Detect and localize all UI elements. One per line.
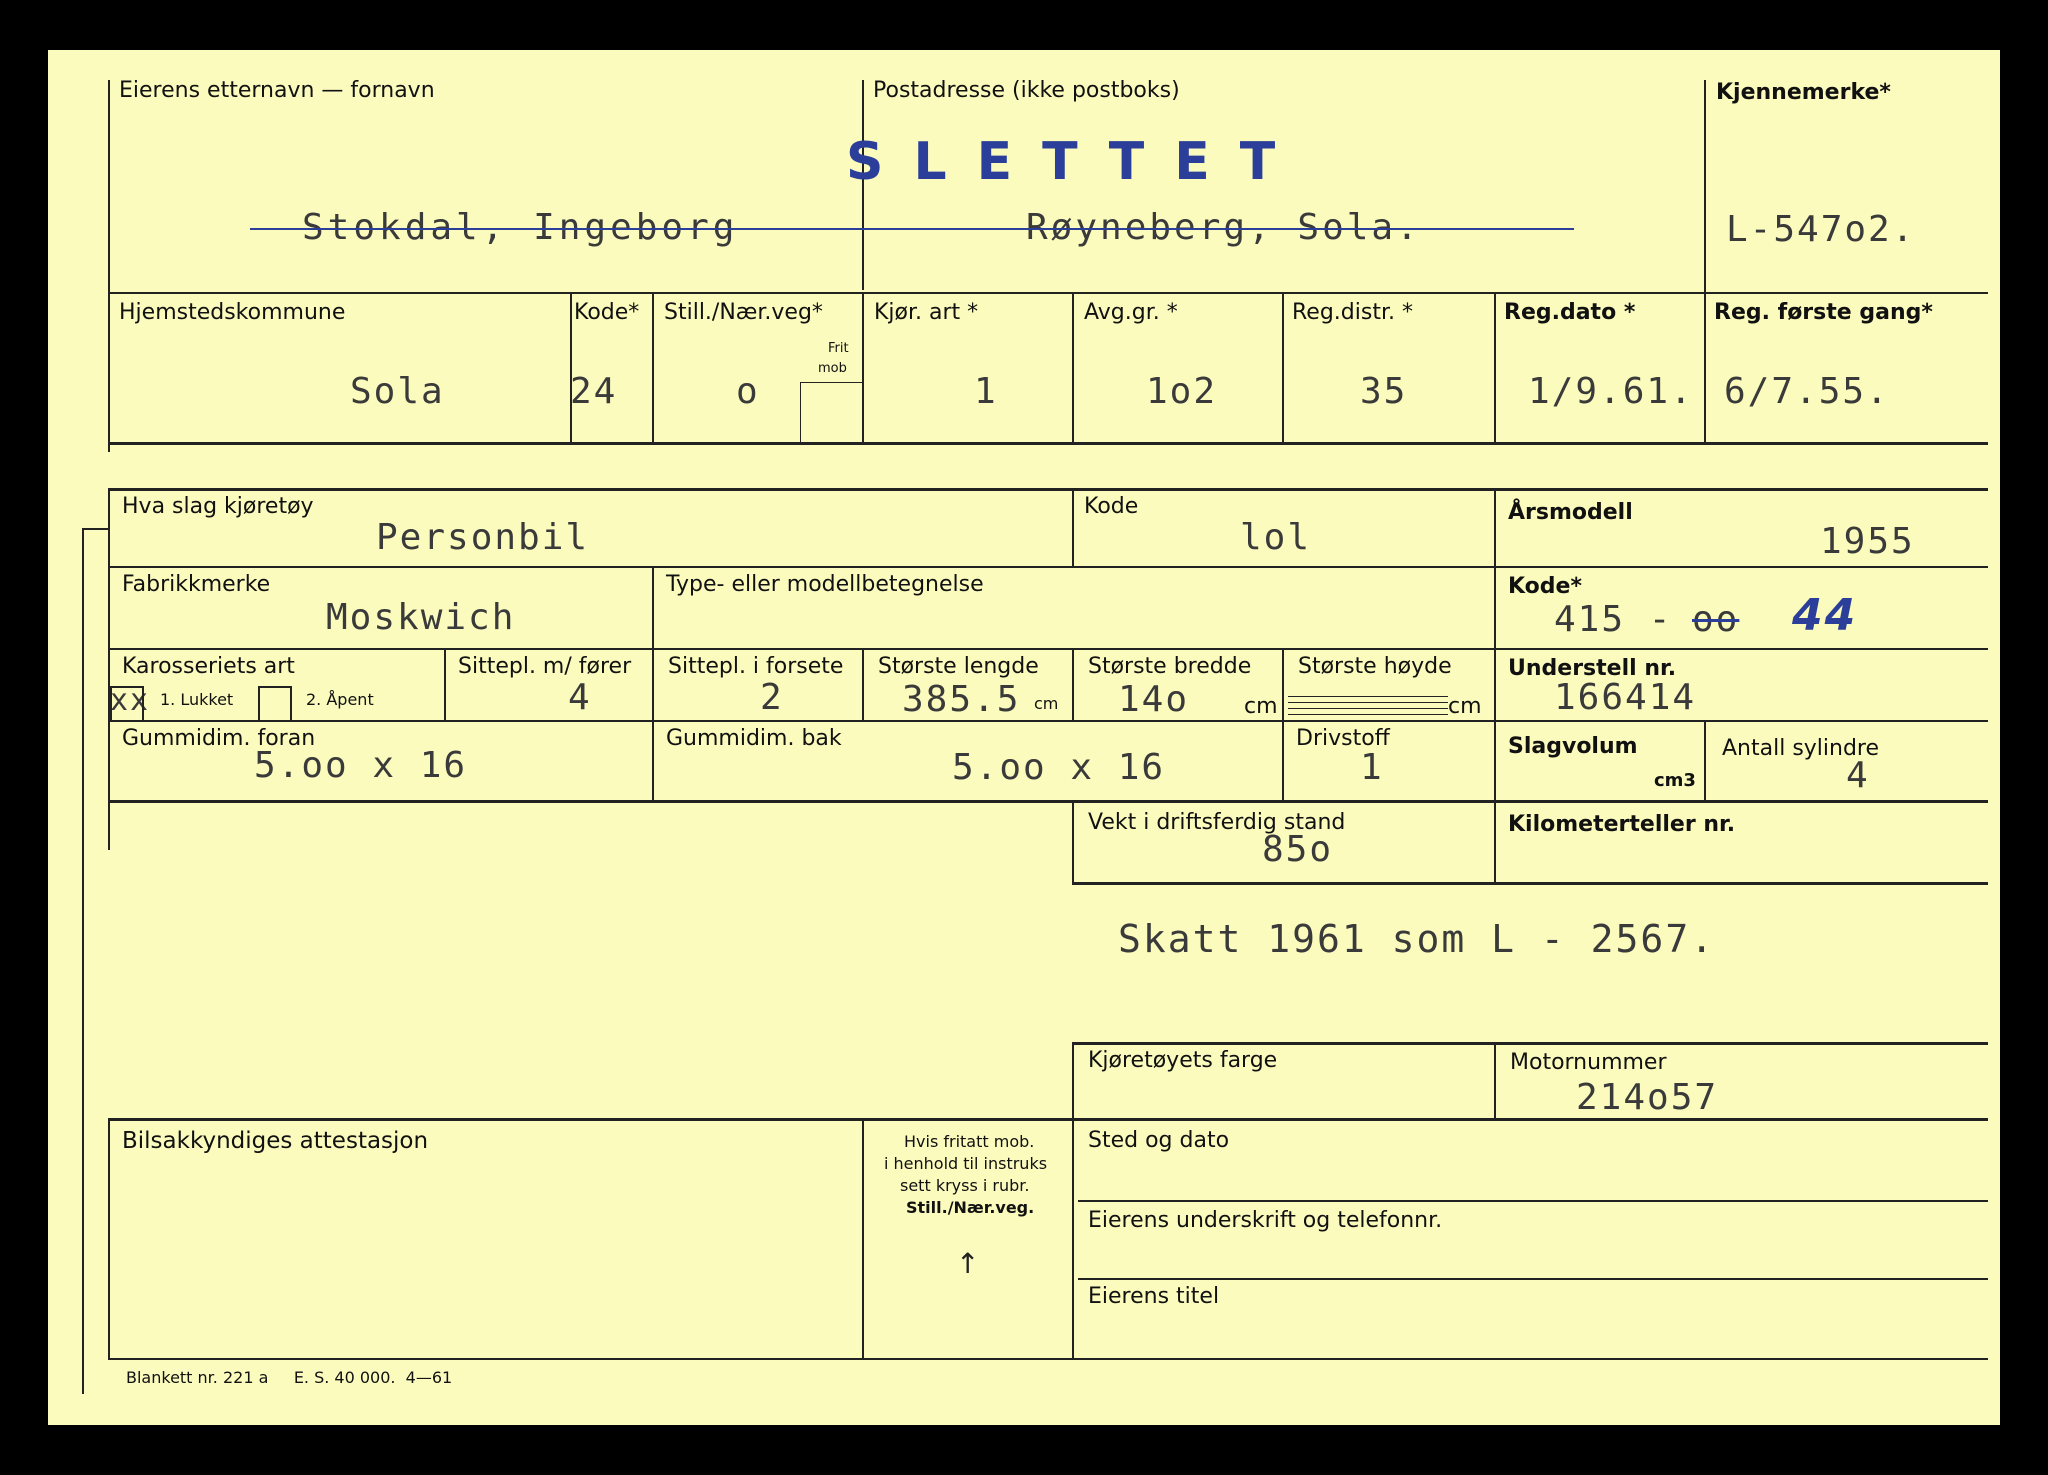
left-border-bottom	[108, 1118, 110, 1358]
karosseri-opt2-label: 2. Åpent	[306, 690, 374, 709]
bredde-label: Største bredde	[1088, 654, 1252, 679]
fabrikkmerke-value: Moskwich	[326, 597, 516, 638]
vehicle-type-label: Hva slag kjøretøy	[122, 494, 314, 519]
owner-name-value: Stokdal, Ingeborg	[302, 207, 739, 248]
sted-bottom-line	[1078, 1200, 1988, 1202]
motor-value: 214o57	[1576, 1077, 1719, 1118]
still-sublabel-frit: Frit	[828, 341, 849, 356]
divider-still	[652, 292, 654, 442]
left-border-top	[108, 80, 110, 452]
sted-label: Sted og dato	[1088, 1128, 1230, 1153]
reg-forste-label: Reg. første gang*	[1714, 300, 1933, 325]
left-border-mid	[108, 488, 110, 850]
underskrift-label: Eierens underskrift og telefonnr.	[1088, 1208, 1443, 1233]
arsmodell-label: Årsmodell	[1508, 500, 1633, 525]
divider-type-kode	[1072, 488, 1074, 566]
divider-bredde	[1282, 648, 1284, 800]
vehicle-row3-line	[108, 720, 1988, 722]
sitteplasser-value: 4	[568, 677, 592, 718]
divider-regdato	[1494, 292, 1496, 442]
reg-distr-label: Reg.distr. *	[1292, 300, 1413, 325]
kode2-value: 415 -	[1554, 599, 1673, 640]
divider-forsete	[862, 648, 864, 720]
karosseri-lukket-checkbox	[110, 686, 144, 720]
row2-bottom-line	[108, 442, 1988, 445]
sitteplasser-label: Sittepl. m/ fører	[458, 654, 632, 679]
vehicle-kode-label: Kode	[1084, 494, 1139, 519]
deletion-line	[250, 228, 1574, 230]
lengde-unit: cm	[1034, 694, 1059, 713]
hoyde-hatch-3	[1288, 708, 1448, 709]
hoyde-hatch-4	[1288, 714, 1448, 715]
hjemsted-label: Hjemstedskommune	[119, 300, 346, 325]
kode2-handwritten-value: 44	[1792, 590, 1858, 641]
divider-regdistr	[1282, 292, 1284, 442]
bredde-value: 14o	[1118, 679, 1190, 720]
color-label: Kjøretøyets farge	[1088, 1048, 1278, 1073]
sylindre-label: Antall sylindre	[1722, 736, 1880, 761]
kjor-art-value: 1	[974, 371, 998, 412]
divider-lengde	[1072, 648, 1074, 720]
lengde-label: Største lengde	[878, 654, 1039, 679]
reg-distr-value: 35	[1360, 371, 1408, 412]
vekt-label: Vekt i driftsferdig stand	[1088, 810, 1346, 835]
divider-vekt-left	[1072, 800, 1074, 882]
vekt-value: 85o	[1262, 829, 1334, 870]
arrow-up-icon: ↑	[956, 1247, 980, 1280]
forsete-value: 2	[760, 677, 784, 718]
divider-attest	[862, 1118, 864, 1358]
understell-label: Understell nr.	[1508, 656, 1677, 681]
row2-top-line	[108, 292, 1988, 294]
color-top-line	[1072, 1042, 1988, 1045]
karosseri-mark: xx	[110, 683, 151, 718]
vehicle-type-value: Personbil	[376, 517, 590, 558]
motor-label: Motornummer	[1510, 1050, 1667, 1075]
frit-mob-box-top	[800, 382, 862, 383]
kjor-art-label: Kjør. art *	[874, 300, 979, 325]
vehicle-row2-line	[108, 648, 1988, 650]
km-label: Kilometerteller nr.	[1508, 812, 1736, 837]
drivstoff-value: 1	[1360, 747, 1384, 788]
vekt-bottom-line	[1072, 882, 1988, 885]
slettet-stamp: SLETTET	[846, 132, 1306, 192]
left-margin-line	[82, 528, 84, 1394]
footer-form-number: Blankett nr. 221 a E. S. 40 000. 4—61	[126, 1368, 453, 1387]
tax-note: Skatt 1961 som L - 2567.	[1118, 917, 1716, 961]
attest-label: Bilsakkyndiges attestasjon	[122, 1128, 429, 1154]
kode-label: Kode*	[574, 300, 640, 325]
divider-kjor	[862, 292, 864, 442]
avg-gr-label: Avg.gr. *	[1084, 300, 1178, 325]
fritatt-note-4: Still./Nær.veg.	[906, 1198, 1035, 1217]
underskrift-bottom-line	[1078, 1278, 1988, 1280]
titel-label: Eierens titel	[1088, 1284, 1220, 1309]
divider-regforste	[1704, 292, 1706, 442]
kode2-label: Kode*	[1508, 574, 1582, 599]
fritatt-note-3: sett kryss i rubr.	[900, 1176, 1030, 1195]
divider-kode	[570, 292, 572, 442]
still-sublabel-mob: mob	[818, 361, 847, 376]
hoyde-hatch-2	[1288, 702, 1448, 703]
address-label: Postadresse (ikke postboks)	[873, 78, 1180, 103]
hjemsted-value: Sola	[350, 371, 445, 412]
reg-dato-value: 1/9.61.	[1528, 371, 1694, 412]
understell-value: 166414	[1554, 677, 1697, 718]
gummi-foran-value: 5.oo x 16	[254, 745, 468, 786]
kode-value: 24	[570, 371, 618, 412]
forsete-label: Sittepl. i forsete	[668, 654, 844, 679]
still-label: Still./Nær.veg*	[664, 300, 823, 325]
attest-top-line	[108, 1118, 1988, 1121]
fritatt-note-2: i henhold til instruks	[884, 1154, 1048, 1173]
frit-mob-box-left	[800, 382, 801, 442]
margin-tick	[82, 528, 108, 530]
fabrikkmerke-label: Fabrikkmerke	[122, 572, 271, 597]
gummi-foran-label: Gummidim. foran	[122, 726, 316, 751]
kode2-struck-value: oo	[1692, 599, 1740, 640]
karosseri-apent-checkbox	[258, 686, 292, 720]
reg-dato-label: Reg.dato *	[1504, 300, 1636, 325]
hoyde-unit: cm	[1448, 694, 1482, 719]
sylindre-value: 4	[1846, 755, 1870, 796]
divider-karosseri	[444, 648, 446, 720]
attest-bottom-line	[108, 1358, 1988, 1360]
vehicle-row1-line	[108, 566, 1988, 568]
reg-forste-value: 6/7.55.	[1724, 371, 1890, 412]
address-value: Røyneberg, Sola.	[1026, 207, 1421, 248]
drivstoff-label: Drivstoff	[1296, 726, 1390, 751]
vehicle-kode-value: lol	[1240, 517, 1312, 558]
vehicle-registration-card	[48, 50, 2000, 1425]
avg-gr-value: 1o2	[1146, 371, 1218, 412]
slagvolum-label: Slagvolum	[1508, 734, 1638, 759]
vehicle-top-line	[108, 488, 1988, 491]
vehicle-bottom-line	[108, 800, 1988, 803]
hoyde-hatch-1	[1288, 696, 1448, 697]
karosseri-opt1-label: 1. Lukket	[160, 690, 234, 709]
bredde-unit: cm	[1244, 694, 1278, 719]
registration-mark-label: Kjennemerke*	[1716, 80, 1891, 105]
gummi-bak-value: 5.oo x 16	[952, 747, 1166, 788]
divider-sted	[1072, 1118, 1074, 1358]
divider-slagvolum	[1704, 720, 1706, 800]
divider-color-motor	[1494, 1042, 1496, 1118]
modell-label: Type- eller modellbetegnelse	[666, 572, 984, 597]
divider-color-left	[1072, 1042, 1074, 1118]
hoyde-label: Største høyde	[1298, 654, 1452, 679]
divider-address-mark	[1704, 80, 1706, 324]
lengde-value: 385.5	[902, 679, 1021, 720]
still-value: o	[736, 371, 760, 412]
registration-mark-value: L-547o2.	[1726, 209, 1916, 250]
gummi-bak-label: Gummidim. bak	[666, 726, 842, 751]
divider-avg	[1072, 292, 1074, 442]
divider-sitteplasser	[652, 648, 654, 800]
owner-label: Eierens etternavn — fornavn	[119, 78, 435, 103]
arsmodell-value: 1955	[1820, 521, 1915, 562]
divider-arsmodell	[1494, 488, 1496, 882]
divider-fabrikk-modell	[652, 566, 654, 648]
fritatt-note-1: Hvis fritatt mob.	[904, 1132, 1035, 1151]
karosseri-label: Karosseriets art	[122, 654, 295, 679]
slagvolum-unit: cm3	[1654, 770, 1696, 791]
